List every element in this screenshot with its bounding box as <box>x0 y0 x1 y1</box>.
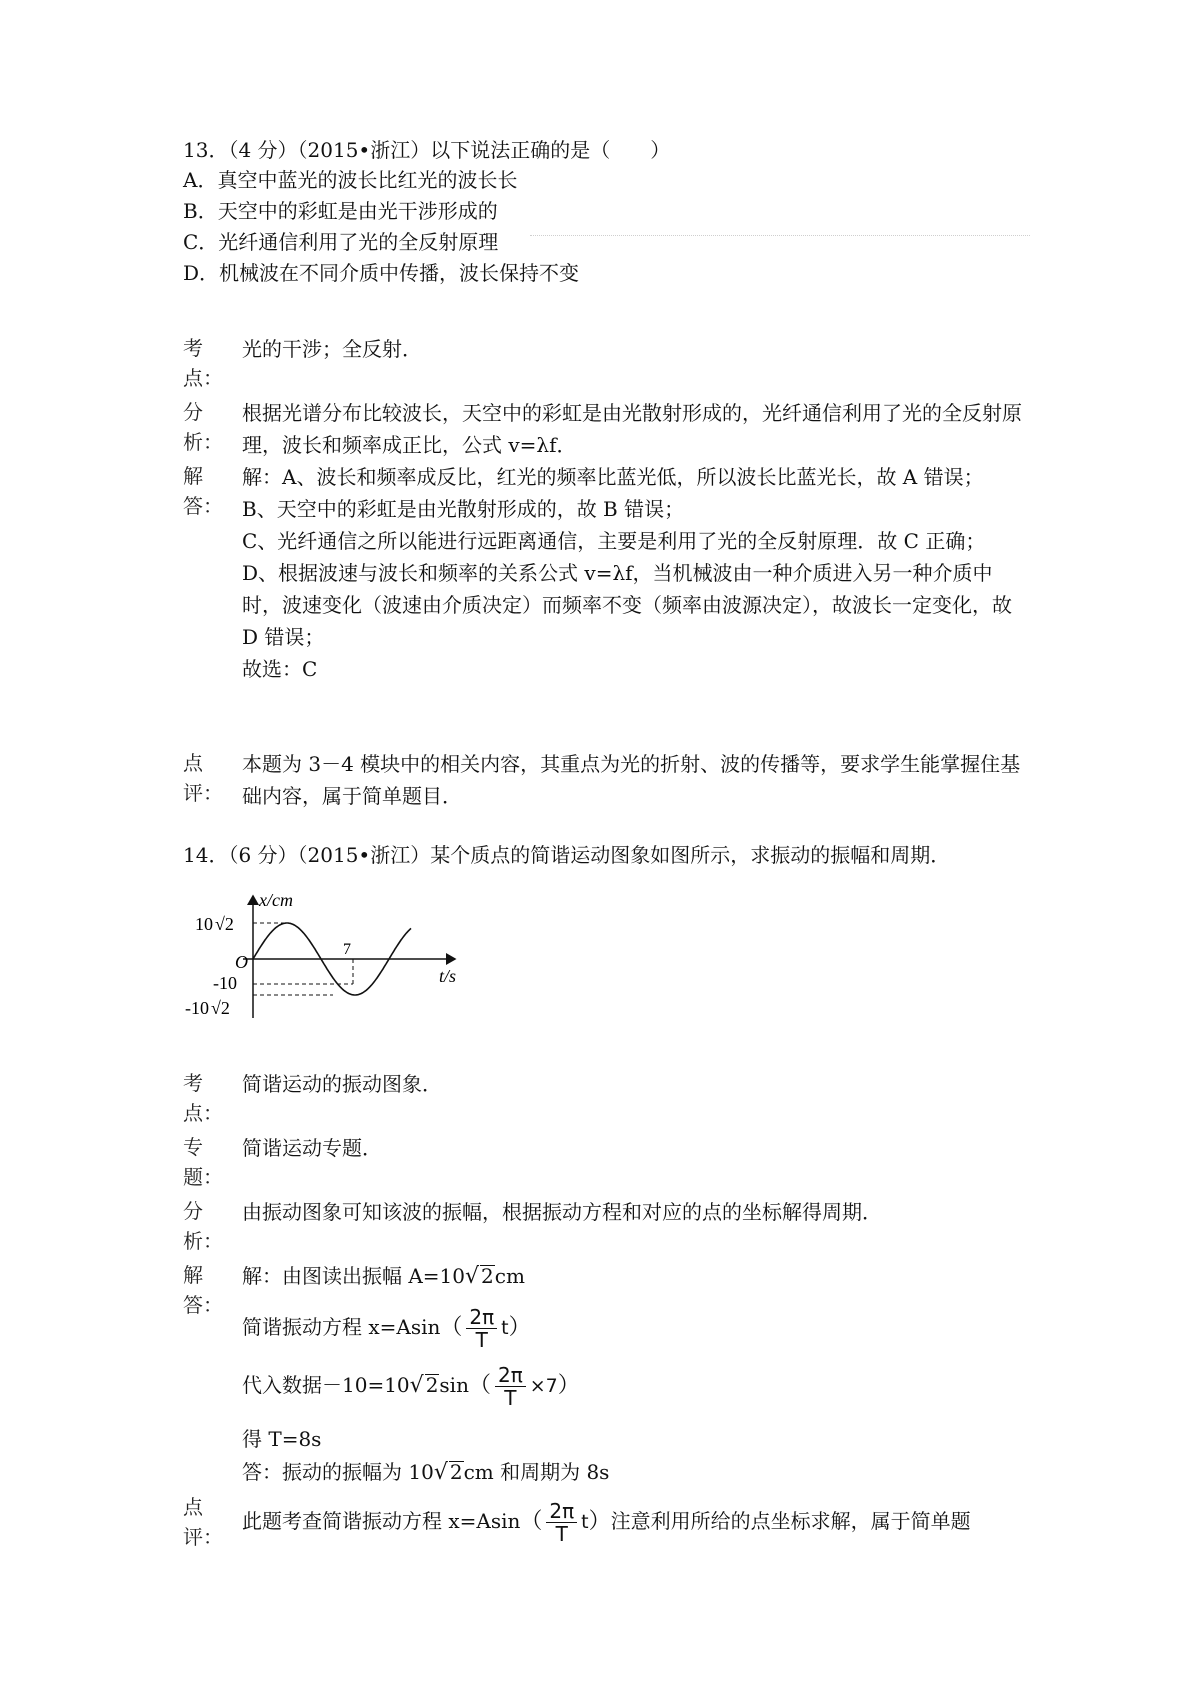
y-bot-label: -10 √2 <box>185 998 230 1018</box>
q14-stem: 14．（6 分）（2015•浙江）某个质点的简谐运动图象如图所示，求振动的振幅和周期． <box>183 843 951 867</box>
q14-kaodian-label: 考 点： <box>183 1071 223 1125</box>
q14-kaodian: 简谐运动的振动图象． <box>242 1072 442 1096</box>
q13-jieda-b: B、天空中的彩虹是由光散射形成的，故 B 错误； <box>242 497 685 521</box>
q14-zhuanti-label: 专 题： <box>183 1135 223 1189</box>
q14-jieda-line5: 答：振动的振幅为 10√ 2cm 和周期为 8s <box>242 1460 610 1485</box>
q13-jieda <box>242 461 1032 685</box>
q13-option-d: D．机械波在不同介质中传播，波长保持不变 <box>183 261 580 285</box>
q14-jieda-label: 解 答： <box>183 1263 223 1317</box>
q14-jieda-line4: 得 T=8s <box>242 1427 322 1451</box>
q13-jieda-a: 解：A、波长和频率成反比，红光的频率比蓝光低，所以波长比蓝光长，故 A 错误； <box>242 465 984 489</box>
q14-dianping: 此题考查简谐振动方程 x=Asin（ $\frac{2\pi}{T}$ t）注意利用所给的点坐标求解，属于简单题 <box>242 1499 971 1546</box>
shm-graph <box>183 890 463 1020</box>
q13-fenxi-label: 分 析： <box>183 400 223 454</box>
q14-zhuanti: 简谐运动专题． <box>242 1136 382 1160</box>
divider <box>530 235 1030 236</box>
q14-fenxi: 由振动图象可知该波的振幅，根据振动方程和对应的点的坐标解得周期． <box>242 1200 882 1224</box>
q13-fenxi: 根据光谱分布比较波长，天空中的彩虹是由光散射形成的，光纤通信利用了光的全反射原理，波长和频率成正比，公式 v=λf． <box>242 401 1022 457</box>
q13-option-c: C．光纤通信利用了光的全反射原理 <box>183 230 499 254</box>
q14-dianping-label: 点 评： <box>183 1495 223 1549</box>
q13-stem: 13．（4 分）（2015•浙江）以下说法正确的是（ ） <box>183 138 671 162</box>
q13-dianping-label: 点 评： <box>183 751 223 805</box>
y-mid-label: -10 <box>213 973 237 993</box>
q14-jieda-line3: 代入数据－10=10√ 2sin（ $\frac{2\pi}{T}$ ×7） <box>242 1363 580 1410</box>
q14-fenxi-label: 分 析： <box>183 1199 223 1253</box>
q13-kaodian: 光的干涉；全反射． <box>242 337 422 361</box>
origin-label: O <box>235 952 248 972</box>
q13-kaodian-label: 考 点： <box>183 336 223 390</box>
q13-jieda-d: D、根据波速与波长和频率的关系公式 v=λf，当机械波由一种介质进入另一种介质中时，波速变化（波速由介质决定）而频率不变（频率由波源决定），故波长一定变化，故 D 错误； <box>242 561 1012 649</box>
q13-option-b: B．天空中的彩虹是由光干涉形成的 <box>183 199 498 223</box>
x-axis-label: t/s <box>439 966 457 986</box>
q13-jieda-answer: 故选：C <box>242 657 318 681</box>
q13-option-a: A．真空中蓝光的波长比红光的波长长 <box>183 168 518 192</box>
q13-jieda-c: C、光纤通信之所以能进行远距离通信，主要是利用了光的全反射原理．故 C 正确； <box>242 529 986 553</box>
q14-jieda-line1: 解：由图读出振幅 A=10√ 2cm <box>242 1264 525 1289</box>
y-top-label: 10 √2 <box>195 914 234 934</box>
t-mark-label: 7 <box>343 941 351 958</box>
q13-jieda-label: 解 答： <box>183 464 223 518</box>
q13-dianping: 本题为 3－4 模块中的相关内容，其重点为光的折射、波的传播等，要求学生能掌握住基础内容，属于简单题目． <box>242 752 1021 808</box>
q14-jieda-line2: 简谐振动方程 x=Asin（ $\frac{2\pi}{T}$ t） <box>242 1305 531 1352</box>
y-axis-label: x/cm <box>259 890 293 910</box>
